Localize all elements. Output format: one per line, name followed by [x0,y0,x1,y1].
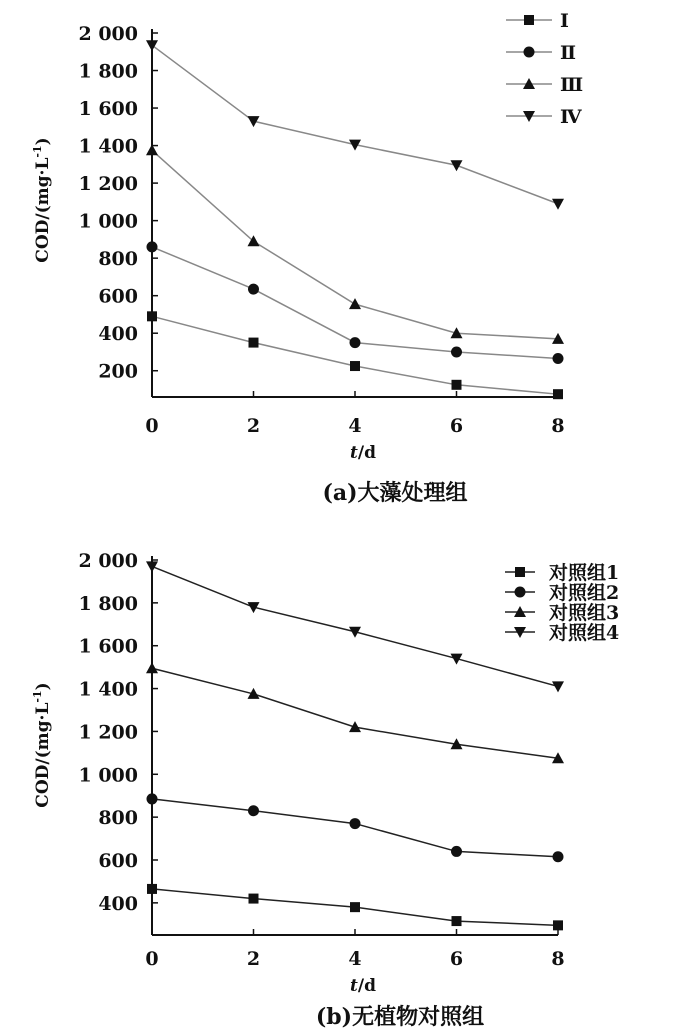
chart-b-series-2-point [248,805,259,816]
chart-a-legend-marker [524,47,535,58]
chart-a-series-3-point [349,298,361,309]
chart-a-series-4-point [451,160,463,171]
chart-a-caption: (a)大藻处理组 [322,480,468,506]
chart-b [31,550,619,1030]
chart-b-series-3-line [152,668,558,758]
chart-b-x-tick-label: 8 [551,948,565,970]
chart-a-x-tick-label: 4 [348,415,362,437]
chart-b-y-tick-label: 600 [98,850,138,872]
chart-b-series-1-point [147,884,157,894]
chart-b-y-axis-label: COD/$(mg\cdot L^{-1})$ [31,682,53,808]
chart-a-series-4-point [552,199,564,210]
chart-b-legend-label: 对照组3 [549,602,620,624]
chart-b-series-1-point [452,916,462,926]
chart-a-series-2-point [350,337,361,348]
chart-b-series-2-point [350,818,361,829]
chart-a-y-tick-label: 2 000 [78,23,138,45]
chart-b-y-tick-label: 1 400 [78,678,138,701]
chart-a-series-1-point [249,338,259,348]
chart-b-legend-label: 对照组2 [549,582,620,604]
chart-b-series-1-point [350,902,360,912]
chart-b-x-tick-label: 2 [246,948,261,970]
chart-a-legend-marker [524,15,534,25]
chart-a-y-tick-label: 200 [98,360,138,383]
chart-b-y-tick-label: 1 800 [78,592,138,615]
chart-b-legend-label: 对照组4 [549,622,620,644]
chart-a-x-tick-label: 0 [145,415,159,437]
chart-a-y-tick-label: 1 400 [78,135,138,158]
chart-b-series-2-point [553,851,564,862]
chart-a-series-2-point [553,353,564,364]
chart-a-series-1-point [553,389,563,399]
chart-b-y-tick-label: 400 [98,892,138,915]
chart-b-series-1-point [249,894,259,904]
chart-b-legend-label: 对照组1 [549,562,620,584]
chart-a-series-2-point [147,241,158,252]
chart-a-y-tick-label: 1 000 [78,210,138,233]
chart-a [31,10,583,506]
chart-b-series-3-point [146,662,158,673]
chart-a-series-1-point [147,311,157,321]
chart-a-legend-label: Ⅲ [560,74,584,96]
chart-b-series-1-point [553,920,563,930]
chart-a-legend-label: Ⅱ [560,42,577,64]
chart-b-series-4-point [146,561,158,572]
chart-b-x-tick-label: 6 [449,948,464,970]
chart-a-series-1-point [452,380,462,390]
chart-b-series-3-point [349,721,361,732]
chart-b-y-tick-label: 800 [98,807,138,830]
chart-b-series-4-line [152,566,558,686]
chart-b-y-tick-label: 1 200 [78,721,138,744]
chart-a-y-tick-label: 1 200 [78,173,138,196]
chart-a-series-2-point [248,284,259,295]
chart-b-legend-marker [515,567,525,577]
chart-a-y-tick-label: 400 [98,323,138,346]
chart-a-y-tick-label: 600 [98,285,138,308]
chart-b-series-2-point [147,793,158,804]
chart-a-series-4-point [146,40,158,51]
chart-b-y-tick-label: 1 600 [78,635,138,658]
chart-b-x-tick-label: 0 [145,948,159,970]
chart-a-y-tick-label: 1 800 [78,60,138,83]
chart-a-legend-label: Ⅳ [560,106,582,128]
chart-a-series-3-line [152,150,558,339]
chart-b-y-tick-label: 1 000 [78,764,138,787]
chart-b-legend-marker [515,587,526,598]
chart-a-x-axis-label: t/d [350,443,376,463]
chart-b-caption: (b)无植物对照组 [315,1004,485,1030]
chart-a-x-tick-label: 6 [449,415,464,437]
chart-a-legend-label: Ⅰ [560,10,569,32]
chart-b-series-2-point [451,846,462,857]
chart-b-series-4-point [552,681,564,692]
chart-a-y-axis-label: COD/$(mg\cdot L^{-1})$ [31,137,53,263]
chart-b-x-axis-label: t/d [350,976,376,996]
chart-b-x-tick-label: 4 [348,948,362,970]
chart-a-x-tick-label: 8 [551,415,565,437]
chart-a-series-2-point [451,346,462,357]
chart-a-series-1-point [350,361,360,371]
chart-a-series-4-line [152,45,558,204]
chart-a-y-tick-label: 800 [98,248,138,271]
chart-b-y-tick-label: 2 000 [78,550,138,572]
chart-a-x-tick-label: 2 [246,415,261,437]
chart-a-y-tick-label: 1 600 [78,98,138,121]
